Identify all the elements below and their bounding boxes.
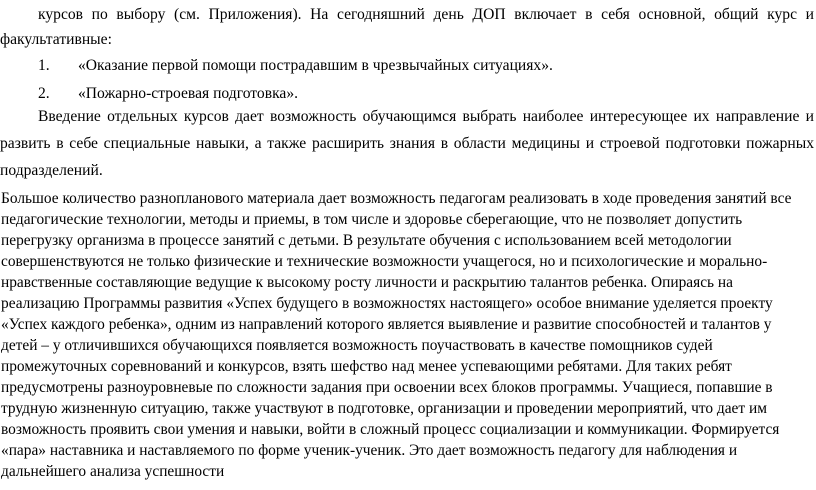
paragraph-main-line: детей – у отличившихся обучающихся появляется возможность поучаствовать в качестве помощников судей	[1, 337, 713, 354]
paragraph-intro-line-1: курсов по выбору (см. Приложения). На сегодняшний день ДОП включает в себя основной, общий курс и	[38, 6, 814, 23]
paragraph-main-line: перегрузку организма в процессе занятий с детьми. В результате обучения с использованием всей методологии	[1, 232, 732, 249]
paragraph-main-line: «Успех каждого ребенка», одним из направлений которого является выявление и развитие способностей и талантов у	[1, 316, 772, 333]
paragraph-main-line: совершенствуются не только физические и технические возможности учащегося, но и психологические и морально-	[1, 253, 768, 270]
list-item-text: «Пожарно-строевая подготовка».	[78, 85, 299, 102]
paragraph-intro-line-2: факультативные:	[0, 31, 112, 48]
course-list	[0, 52, 816, 112]
paragraph-main-line: дальнейшего анализа успешности	[1, 463, 225, 480]
paragraph-main-line: нравственные составляющие ведущие к высокому росту личности и раскрытию талантов ребенка. Опираясь на	[1, 274, 733, 291]
list-item-text: «Оказание первой помощи пострадавшим в чрезвычайных ситуациях».	[78, 57, 553, 74]
paragraph-main-line: «пара» наставника и наставляемого по форме ученик-ученик. Это дает возможность педагогу для наблюдения и	[1, 442, 738, 459]
paragraph-main-line: Большое количество разнопланового материала дает возможность педагогам реализовать в ходе проведения занятий все	[1, 190, 792, 207]
paragraph-main-line: реализацию Программы развития «Успех будущего в возможностях настоящего» особое внимание уделяется проекту	[1, 295, 773, 312]
paragraph-main-line: трудную жизненную ситуацию, также участвуют в подготовке, организации и проведении мероприятий, что дает им	[1, 400, 767, 417]
list-item-number: 1.	[38, 57, 50, 74]
paragraph-courses-line-2: развить в себе специальные навыки, а также расширить знания в области медицины и строевой подготовки пожарных	[0, 135, 814, 152]
paragraph-main-line: предусмотрены разноуровневые по сложности задания при освоении всех блоков программы. Учащиеся, попавшие в	[1, 379, 773, 396]
paragraph-intro	[0, 0, 816, 50]
paragraph-courses	[0, 108, 816, 184]
paragraph-courses-line-3: подразделений.	[0, 162, 103, 179]
paragraph-main-line: возможность проявить свои умения и навыки, войти в сложный процесс социализации и коммуникации. Формируется	[1, 421, 780, 438]
paragraph-courses-line-1: Введение отдельных курсов дает возможность обучающимся выбрать наиболее интересующее их направление и	[38, 108, 814, 125]
paragraph-main	[0, 188, 816, 488]
paragraph-main-line: педагогические технологии, методы и приемы, в том числе и здоровье сберегающие, что не позволяет допустить	[1, 211, 743, 228]
paragraph-main-line: промежуточных соревнований и конкурсов, взять шефство над менее успевающими ребятами. Для таких ребят	[1, 358, 732, 375]
list-item-number: 2.	[38, 85, 50, 102]
